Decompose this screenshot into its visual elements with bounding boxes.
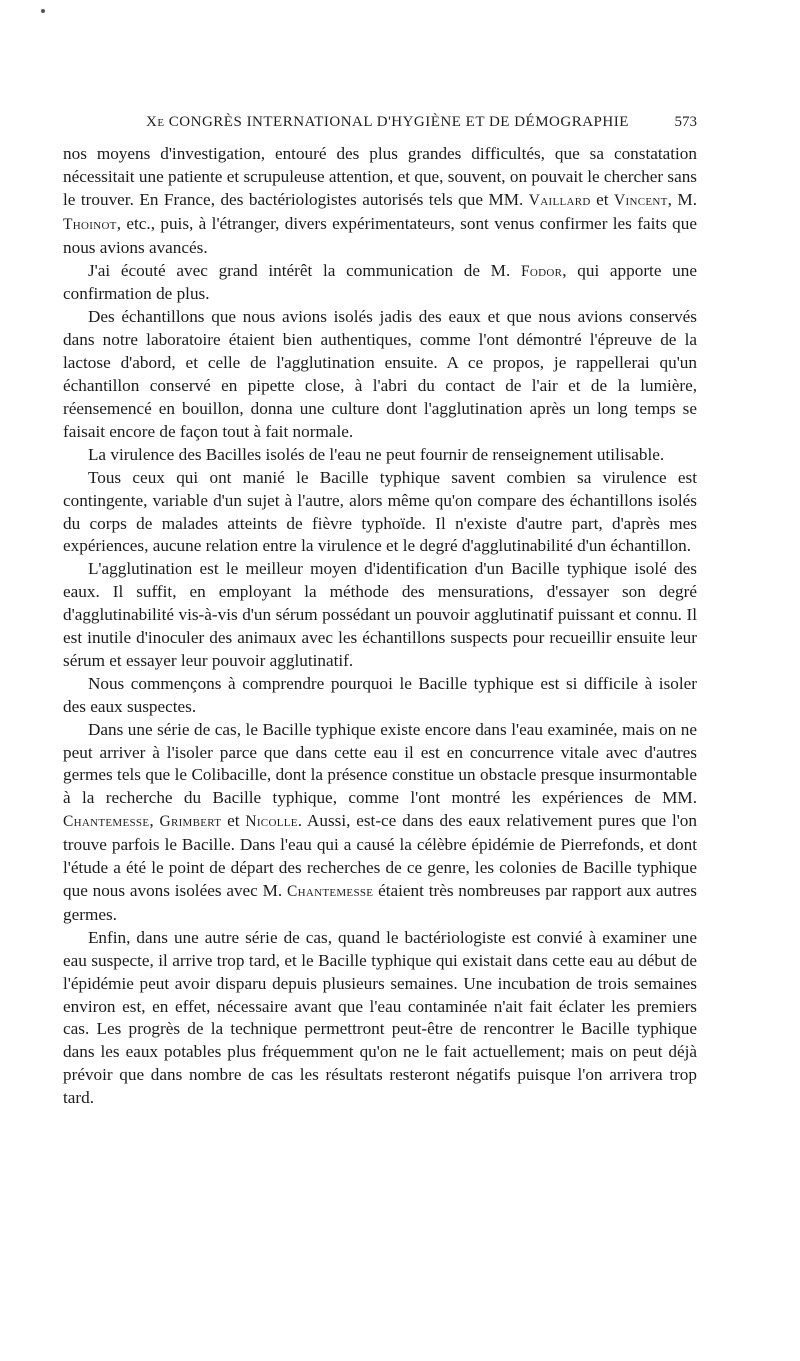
paragraph-text: Tous ceux qui ont manié le Bacille typhique savent combien sa virulence est contingente, variable d'un sujet à l'autre, alors même qu'on compare des échantillons isolés du corps de malades atteints de fièvre typhoïde. Il n'existe d'autre part, d'après mes expériences, aucune relation entre la virulence et le degré d'agglutinabilité d'un échantillon. — [63, 467, 697, 556]
paragraph-text: nos moyens d'investigation, entouré des plus grandes difficultés, que sa constatation nécessitait une patiente et scrupuleuse attention, et que, souvent, on pouvait le chercher sans le trouver. En France, des bactériologistes autorisés tels que MM. — [63, 144, 697, 209]
paragraph — [63, 673, 697, 719]
paragraph — [63, 444, 697, 467]
author-name: Chantemesse — [63, 813, 150, 831]
author-name: Fodor — [520, 262, 563, 280]
paragraph-text: Enfin, dans une autre série de cas, quand le bactériologiste est convié à examiner une eau suspecte, il arrive trop tard, et le Bacille typhique qui existait dans cette eau au début de l'épidémie peut avoir disparu depuis plusieurs semaines. Une incubation de trois semaines environ est, en effet, nécessaire avant que l'eau contaminée n'ait fait éclater les premiers cas. Les progrès de la technique permettront peut-être de rencontrer le Bacille typhique dans les eaux potables plus fréquemment qu'on ne le fait actuellement; mais on peut déjà prévoir que dans nombre de cas les résultats resteront négatifs puisque l'on arrivera trop tard. — [63, 927, 697, 1108]
paragraph-text: . Aussi, est-ce dans des eaux relativement pures que l'on trouve parfois le Bacille. Dans l'eau qui a causé la célèbre épidémie de Pierrefonds, et dont l'étude a été le point de départ des recherches de ce genre, les colonies de Bacille typhique que nous avons isolées avec M. — [63, 811, 697, 900]
paragraph-text: , — [149, 811, 160, 831]
author-name: Vincent — [614, 191, 668, 209]
paragraph-text: J'ai écouté avec grand intérêt la communication de M. — [87, 260, 521, 280]
running-header — [63, 114, 697, 131]
paragraph-text: , M. — [667, 189, 697, 209]
author-name: Grimbert — [159, 813, 222, 831]
paragraph-text: Nous commençons à comprendre pourquoi le Bacille typhique est si difficile à isoler des eaux suspectes. — [63, 673, 697, 716]
paragraph-text: L'agglutination est le meilleur moyen d'identification d'un Bacille typhique isolé des eaux. Il suffit, en employant la méthode des mensurations, d'essayer son degré d'agglutinabilité vis-à-vis d'un sérum possédant un pouvoir agglutinatif puissant et connu. Il est inutile d'inoculer des animaux avec les échantillons suspects pour recueillir ensuite leur sérum et essayer leur pouvoir agglutinatif. — [63, 559, 697, 670]
paragraph — [63, 467, 697, 559]
paragraph-text: et — [221, 811, 246, 831]
paragraph-text: Dans une série de cas, le Bacille typhique existe encore dans l'eau examinée, mais on ne peut arriver à l'isoler parce que dans cette eau il est en concurrence vitale avec d'autres germes tels que le Colibacille, dont la présence constitue un obstacle presque insurmontable à la recherche du Bacille typhique, comme l'ont montré les expériences de MM. — [63, 719, 697, 808]
paragraph-text: La virulence des Bacilles isolés de l'eau ne peut fournir de renseignement utilisable. — [87, 444, 665, 464]
author-name: Chantemesse — [286, 883, 374, 900]
paragraph — [63, 260, 697, 307]
paragraph-text: , qui apporte une confirmation de plus. — [63, 260, 697, 304]
paragraph — [63, 927, 697, 1110]
author-name: Vaillard — [528, 191, 591, 209]
paragraph-text: Des échantillons que nous avions isolés jadis des eaux et que nous avions conservés dans notre laboratoire étaient bien authentiques, comme l'ont démontré l'épreuve de la lactose d'abord, et celle de l'agglutination ensuite. A ce propos, je rappellerai qu'un échantillon conservé en pipette close, à l'abri du contact de l'air et de la lumière, réensemencé en bouillon, donna une culture dont l'agglutination après un long temps se faisait encore de façon tout à fait normale. — [63, 307, 697, 441]
paragraph — [63, 306, 697, 443]
paragraph-text: , etc., puis, à l'étranger, divers expérimentateurs, sont venus confirmer les faits que nous avions avancés. — [63, 213, 697, 257]
page-corner-speck — [41, 9, 45, 13]
paragraph — [63, 558, 697, 673]
paragraph — [63, 143, 697, 260]
book-page — [63, 114, 697, 1110]
page-number: 573 — [674, 114, 697, 130]
author-name: Nicolle — [245, 813, 298, 831]
body-text — [63, 143, 697, 1110]
author-name: Thoinot — [63, 215, 117, 233]
paragraph — [63, 719, 697, 927]
running-title: Xe CONGRÈS INTERNATIONAL D'HYGIÈNE ET DE DÉMOGRAPHIE — [146, 114, 629, 130]
paragraph-text: et — [590, 189, 615, 209]
paragraph-text: étaient très nombreuses par rapport aux autres germes. — [63, 881, 697, 924]
